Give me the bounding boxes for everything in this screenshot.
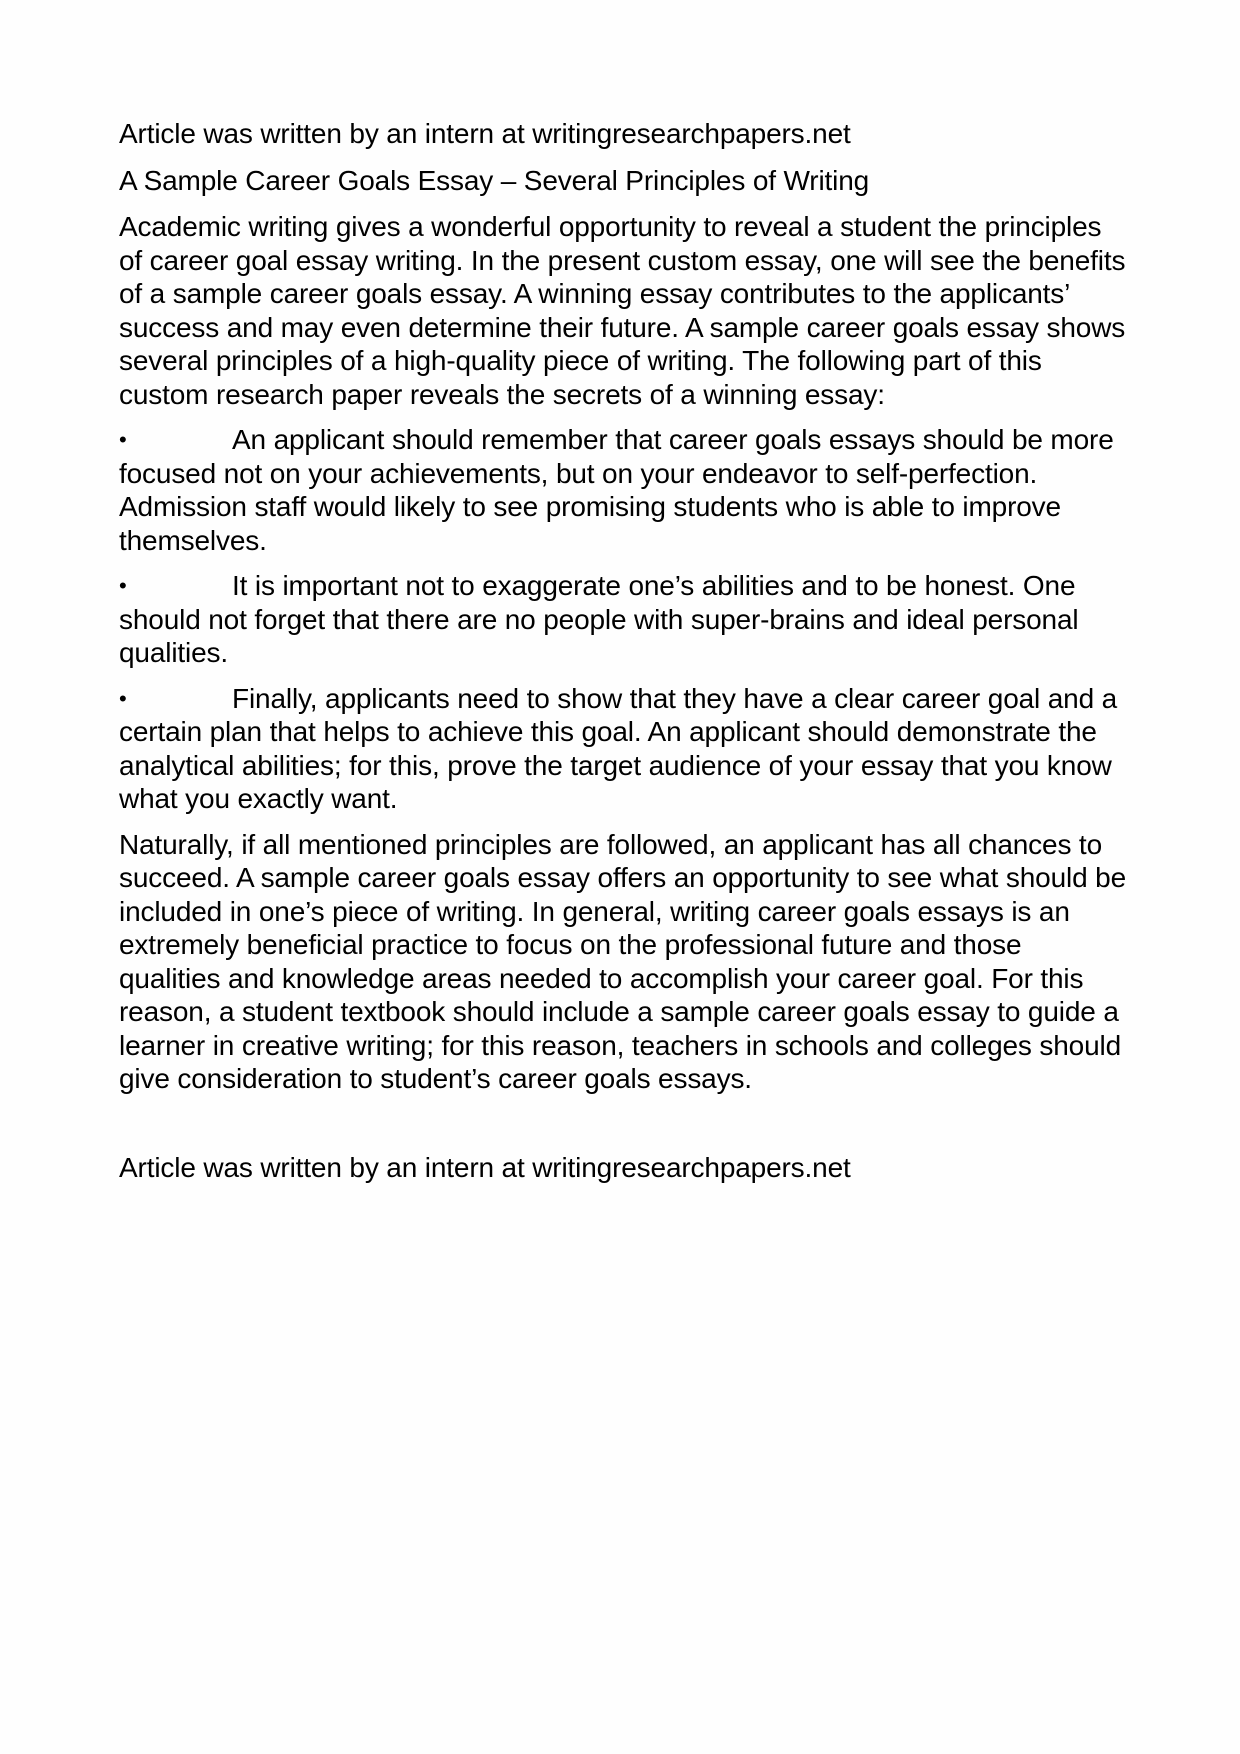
header-credit: Article was written by an intern at writingresearchpapers.net bbox=[119, 118, 851, 149]
document-content bbox=[119, 117, 1129, 1184]
bullet-icon: • bbox=[119, 573, 127, 598]
bullet-icon: • bbox=[119, 685, 127, 711]
bullet-item-2 bbox=[119, 569, 1129, 670]
essay-title: A Sample Career Goals Essay – Several Principles of Writing bbox=[119, 164, 870, 196]
bullet-text: It is important not to exaggerate one’s abilities and to be honest. One should not forget that there are no people with super-brains and ideal personal qualities. bbox=[119, 570, 1079, 668]
footer-credit: Article was written by an intern at writingresearchpapers.net bbox=[119, 1151, 851, 1183]
bullet-icon: • bbox=[119, 427, 127, 452]
bullet-item-1 bbox=[119, 423, 1129, 557]
conclusion-paragraph: Naturally, if all mentioned principles are followed, an applicant has all chances to succeed. A sample career goals essay offers an opportunity to see what should be included in one’s piece of writing. In general, writing career goals essays is an extremely beneficial practice to focus on the professional future and those qualities and knowledge areas needed to accomplish your career goal. For this reason, a student textbook should include a sample career goals essay to guide a learner in creative writing; for this reason, teachers in schools and colleges should give consideration to student’s career goals essays. bbox=[119, 828, 1126, 1094]
intro-paragraph: Academic writing gives a wonderful opportunity to reveal a student the principles of career goal essay writing. In the present custom essay, one will see the benefits of a sample career goals essay. A winning essay contributes to the applicants’ success and may even determine their future. A sample career goals essay shows several principles of a high-quality piece of writing. The following part of this custom research paper reveals the secrets of a winning essay: bbox=[119, 211, 1126, 410]
bullet-item-3 bbox=[119, 682, 1129, 816]
bullet-text: An applicant should remember that career goals essays should be more focused not on your achievements, but on your endeavor to self-perfection. Admission staff would likely to see promising students who is able to improve themselves. bbox=[119, 424, 1114, 556]
bullet-text: Finally, applicants need to show that they have a clear career goal and a certain plan that helps to achieve this goal. An applicant should demonstrate the analytical abilities; for this, prove the target audience of your essay that you know what you exactly want. bbox=[119, 682, 1118, 814]
